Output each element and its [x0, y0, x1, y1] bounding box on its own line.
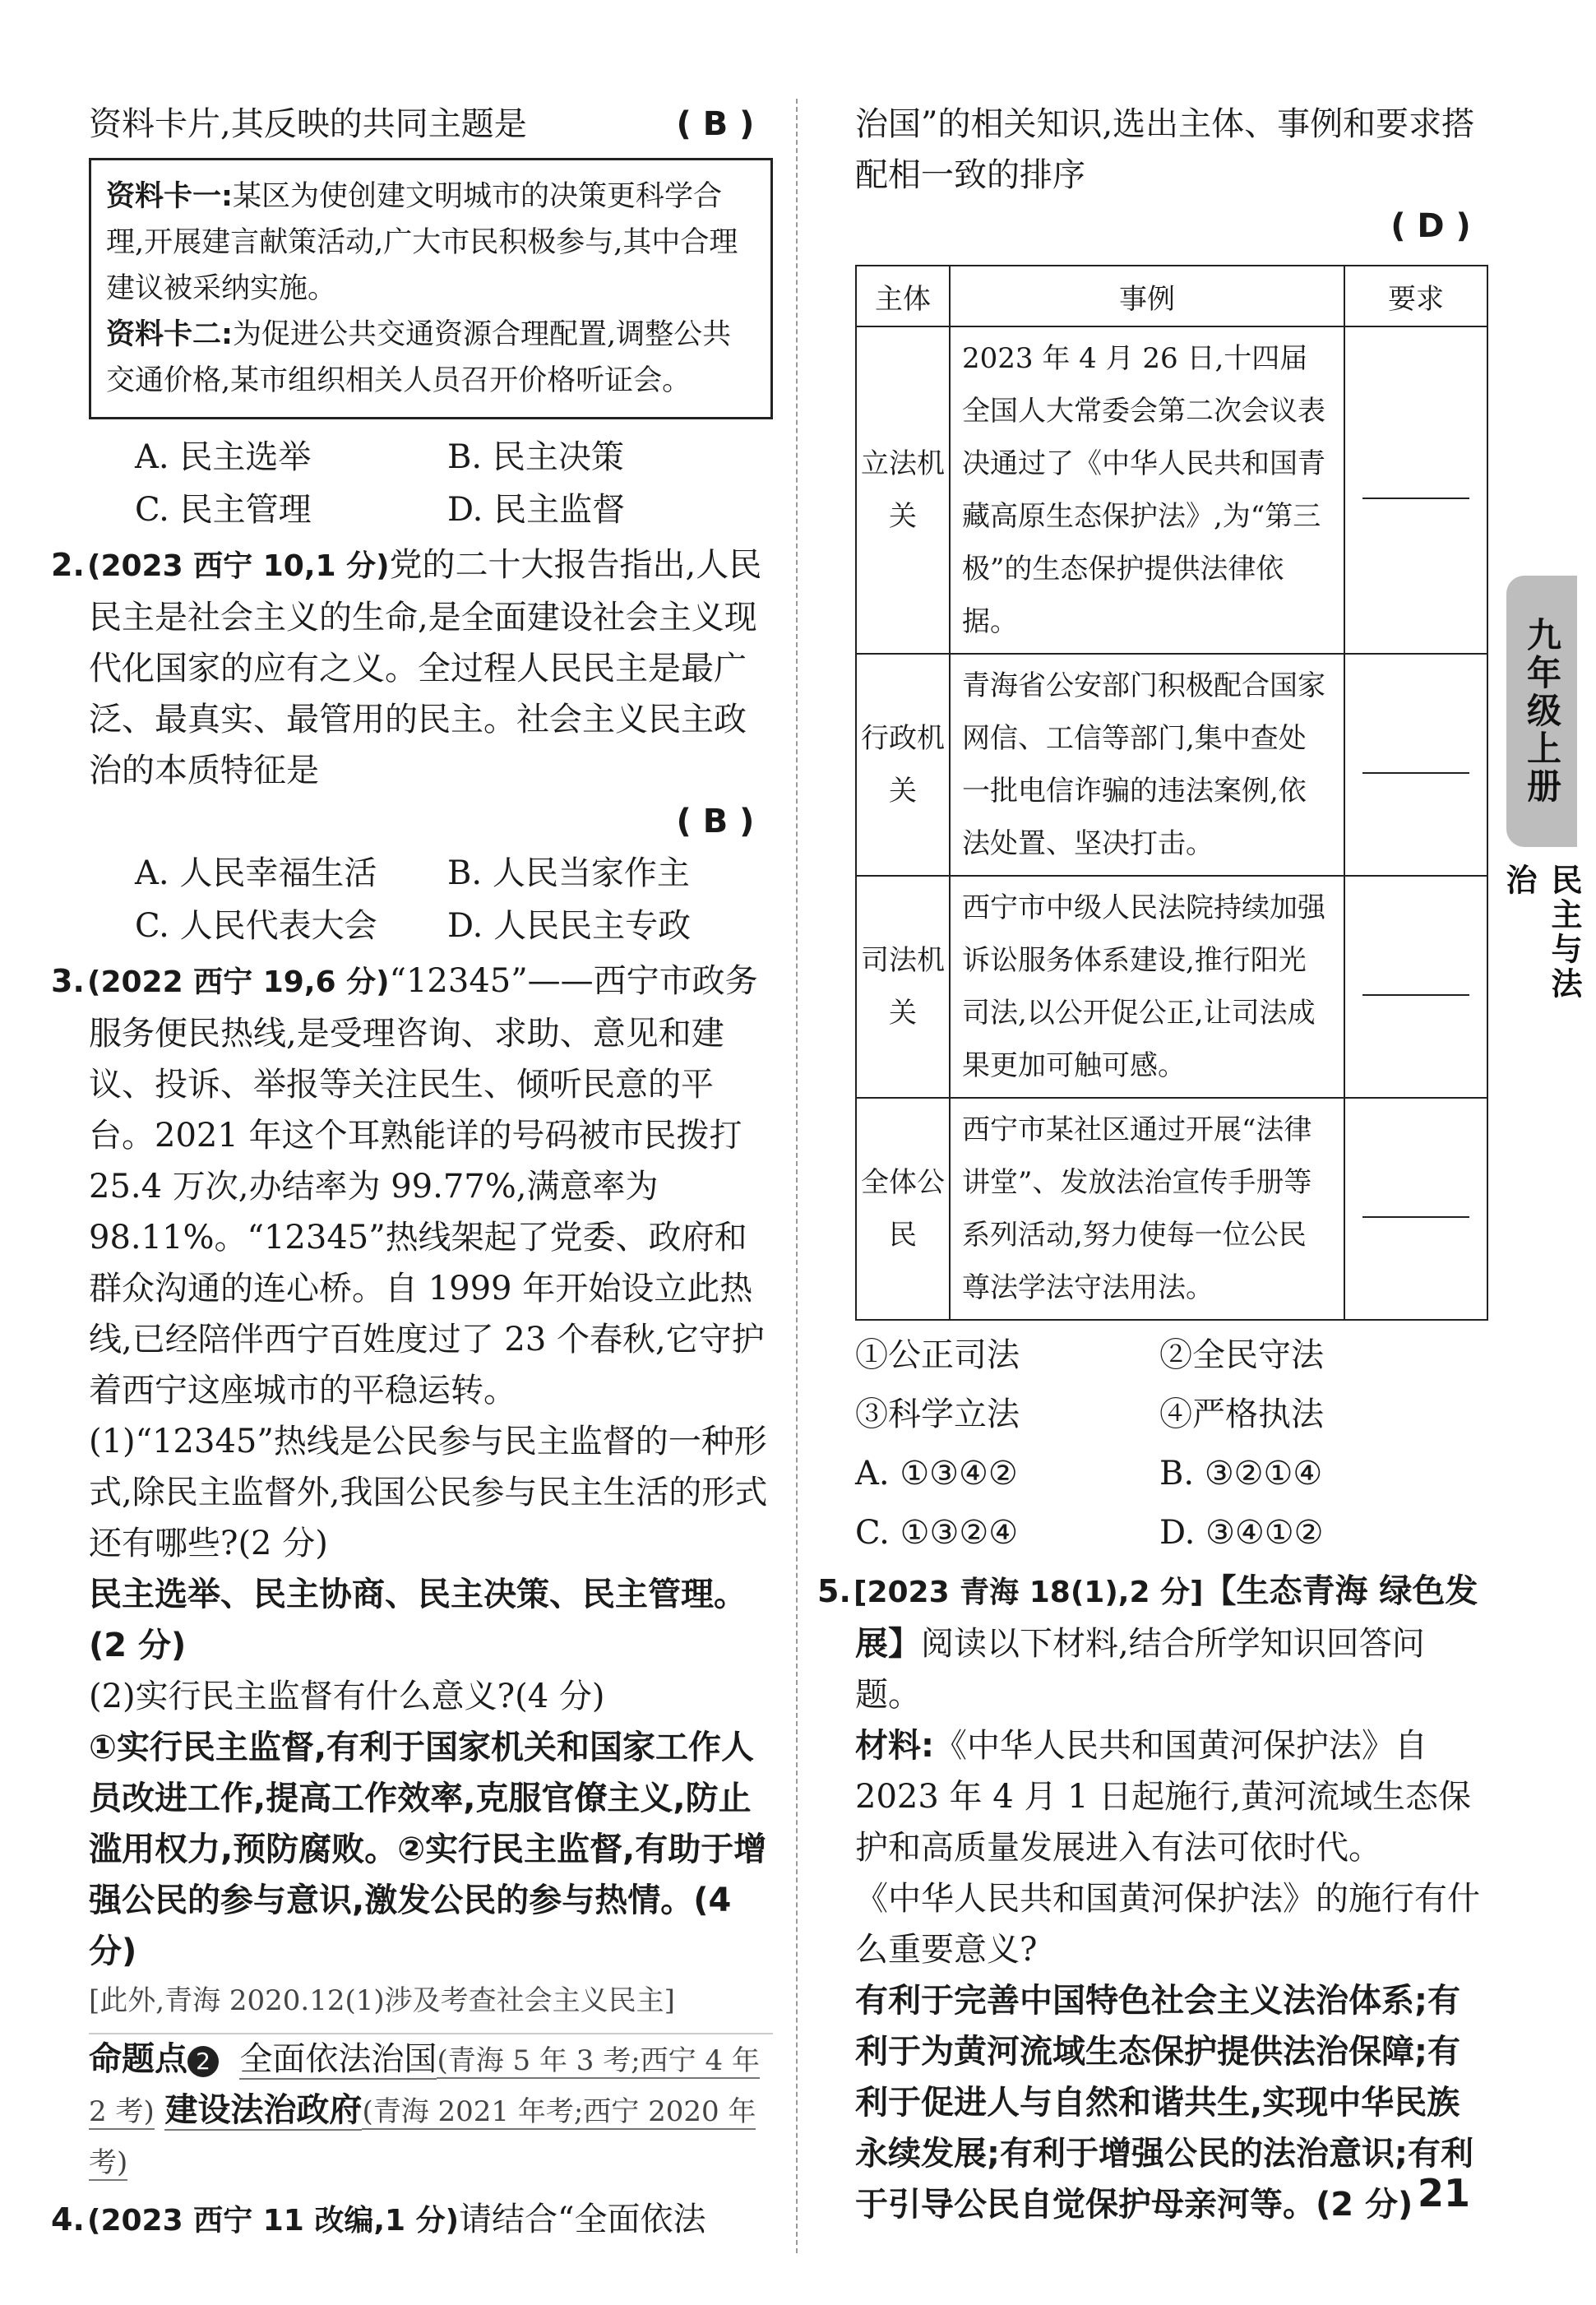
point-2-heading [89, 2034, 773, 2187]
q5-material-label: 材料: [855, 1727, 934, 1765]
q5-material [855, 1720, 1488, 1873]
q1-stem [89, 99, 773, 150]
row-2-subject: 行政机关 [856, 654, 950, 876]
row-2-requirement [1344, 654, 1487, 876]
q1-option-d: D. 民主监督 [447, 491, 626, 529]
row-1-blank [1362, 498, 1469, 499]
q4-item-4: ④严格执法 [1159, 1395, 1324, 1433]
q5-tag: 【生态青海 绿色发展】 [855, 1572, 1478, 1663]
row-1-example: 2023 年 4 月 26 日,十四届全国人大常委会第二次会议表决通过了《中华人民共和国青藏高原生态保护法》,为“第三极”的生态保护提供法律依据。 [950, 326, 1344, 654]
row-4-requirement [1344, 1098, 1487, 1320]
table-header-subject: 主体 [856, 266, 950, 326]
table-header-row [856, 266, 1487, 326]
q3-text: “12345”——西宁市政务服务便民热线,是受理咨询、求助、意见和建议、投诉、举报等关注民生、倾听民意的平台。2021 年这个耳熟能详的号码被市民拨打 25.4 万次,办结率为 99.77%,满意率为 98.11%。“12345”热线架起了党委、政府和群众沟通的连心桥。自 1999 年开始设立此热线,已经陪伴西宁百姓度过了 23 个春秋,它守护着西宁这座城市的平稳运转。 [89, 962, 765, 1409]
q1-option-b: B. 民主决策 [447, 438, 624, 476]
q4-item-3: ③科学立法 [855, 1395, 1020, 1433]
card-1-label: 资料卡一: [106, 180, 233, 213]
q1-option-a: A. 民主选举 [135, 438, 312, 476]
row-3-subject: 司法机关 [856, 876, 950, 1098]
q2 [51, 539, 773, 796]
q3-number: 3. [51, 963, 85, 999]
q3-sub2-question: (2)实行民主监督有什么意义?(4 分) [89, 1678, 605, 1715]
row-2-blank [1362, 772, 1469, 774]
q4-option-a: A. ①③④② [855, 1455, 1018, 1493]
point-2-number-badge: 2 [187, 2046, 219, 2077]
q2-options [89, 847, 773, 952]
subject-side-tab-text: 民主与法治 [1501, 863, 1582, 1002]
table-header-requirement: 要求 [1344, 266, 1487, 326]
point-2-label: 命题点 [89, 2040, 187, 2078]
q3-source: (2022 西宁 19,6 分) [87, 965, 390, 999]
q4-text-right: 治国”的相关知识,选出主体、事例和要求搭配相一致的排序 [855, 105, 1475, 194]
table-row [856, 1098, 1487, 1320]
q4-option-b: B. ③②①④ [1159, 1455, 1323, 1493]
q5-number: 5. [817, 1573, 851, 1609]
q4-text-left: 请结合“全面依法 [459, 2201, 706, 2238]
left-column [51, 99, 773, 2247]
row-3-example: 西宁市中级人民法院持续加强诉讼服务体系建设,推行阳光司法,以公开促公正,让司法成果更加可触可感。 [950, 876, 1344, 1098]
table-row [856, 876, 1487, 1098]
row-3-blank [1362, 994, 1469, 996]
q3-sub1-question: (1)“12345”热线是公民参与民主监督的一种形式,除民主监督外,我国公民参与民主生活的形式还有哪些?(2 分) [89, 1423, 768, 1562]
q2-number: 2. [51, 547, 85, 583]
q4-answer-line [855, 201, 1488, 252]
row-4-example: 西宁市某社区通过开展“法律讲堂”、发放法治宣传手册等系列活动,努力使每一位公民尊法学法守法用法。 [950, 1098, 1344, 1320]
point-2-topic-2: 建设法治政府 [164, 2091, 363, 2129]
q2-text: 党的二十大报告指出,人民民主是社会主义的生命,是全面建设社会主义现代化国家的应有之义。全过程人民民主是最广泛、最真实、最管用的民主。社会主义民主政治的本质特征是 [89, 546, 762, 789]
q4-option-c: C. ①③②④ [855, 1514, 1019, 1552]
q2-option-d: D. 人民民主专政 [447, 907, 692, 945]
q4-item-2: ②全民守法 [1159, 1336, 1324, 1374]
q4-item-1: ①公正司法 [855, 1336, 1020, 1374]
q5-answer: 有利于完善中国特色社会主义法治体系;有利于为黄河流域生态保护提供法治保障;有利于促进人与自然和谐共生,实现中华民族永续发展;有利于增强公民的法治意识;有利于引导公民自觉保护母亲河等。(2 分) [855, 1982, 1473, 2224]
point-2-topic-1-note: (青海 5 年 3 考;西宁 4 年 2 考) [89, 2044, 760, 2128]
q4-source: (2023 西宁 11 改编,1 分) [87, 2204, 460, 2238]
row-4-subject: 全体公民 [856, 1098, 950, 1320]
subject-side-tab [1501, 863, 1582, 1011]
q2-answer-line [89, 796, 773, 847]
q3-note: [此外,青海 2020.12(1)涉及考查社会主义民主] [89, 1984, 675, 2017]
row-3-requirement [1344, 876, 1487, 1098]
q1-answer: ( B ) [676, 105, 755, 143]
grade-side-tab-text: 九年级上册 [1522, 617, 1562, 806]
q4-items [855, 1326, 1488, 1562]
table-header-example: 事例 [950, 266, 1344, 326]
q4-option-d: D. ③④①② [1159, 1514, 1324, 1552]
q5-question: 《中华人民共和国黄河保护法》的施行有什么重要意义? [855, 1880, 1480, 1969]
q4-start [51, 2194, 773, 2247]
q3-sub2-answer: ①实行民主监督,有利于国家机关和国家工作人员改进工作,提高工作效率,克服官僚主义,防止滥用权力,预防腐败。②实行民主监督,有助于增强公民的参与意识,激发公民的参与热情。(4 分) [89, 1729, 767, 1970]
q5-source: [2023 青海 18(1),2 分] [854, 1576, 1204, 1609]
point-2-topic-2-note: (青海 2021 年考;西宁 2020 年考) [89, 2095, 756, 2179]
card-2-text: 为促进公共交通资源合理配置,调整公共交通价格,某市组织相关人员召开价格听证会。 [106, 318, 732, 397]
table-row [856, 326, 1487, 654]
q1-material-box [89, 158, 773, 419]
q1-options [89, 431, 773, 536]
q5-text: 阅读以下材料,结合所学知识回答问题。 [855, 1625, 1425, 1714]
grade-side-tab [1506, 576, 1577, 847]
q3-sub1-answer: 民主选举、民主协商、民主决策、民主管理。(2 分) [89, 1576, 747, 1664]
point-2-topic-1: 全面依法治国 [239, 2040, 437, 2078]
row-4-blank [1362, 1216, 1469, 1218]
q2-option-b: B. 人民当家作主 [447, 854, 690, 892]
table-row [856, 654, 1487, 876]
card-2-label: 资料卡二: [106, 318, 233, 351]
q4-table [855, 265, 1488, 1321]
q5 [817, 1566, 1488, 1720]
q1-option-c: C. 民主管理 [135, 491, 312, 529]
q2-source: (2023 西宁 10,1 分) [87, 549, 390, 583]
q4-number: 4. [51, 2201, 85, 2238]
q2-option-a: A. 人民幸福生活 [135, 854, 377, 892]
card-1 [106, 174, 756, 312]
column-divider [796, 99, 798, 2253]
q2-option-c: C. 人民代表大会 [135, 907, 377, 945]
q3 [51, 956, 773, 1416]
row-1-subject: 立法机关 [856, 326, 950, 654]
q1-stem-text: 资料卡片,其反映的共同主题是 [89, 105, 527, 143]
card-2 [106, 312, 756, 404]
q2-answer: ( B ) [676, 803, 755, 840]
row-1-requirement [1344, 326, 1487, 654]
proposition-point-2 [89, 2033, 773, 2187]
card-1-text: 某区为使创建文明城市的决策更科学合理,开展建言献策活动,广大市民积极参与,其中合理建议被采纳实施。 [106, 180, 738, 305]
q4-answer: ( D ) [1390, 207, 1471, 245]
q5-material-text: 《中华人民共和国黄河保护法》自 2023 年 4 月 1 日起施行,黄河流域生态保护和高质量发展进入有法可依时代。 [855, 1727, 1471, 1867]
right-column [817, 99, 1488, 2230]
row-2-example: 青海省公安部门积极配合国家网信、工信等部门,集中查处一批电信诈骗的违法案例,依法处置、坚决打击。 [950, 654, 1344, 876]
page-number: 21 [1418, 2171, 1471, 2215]
